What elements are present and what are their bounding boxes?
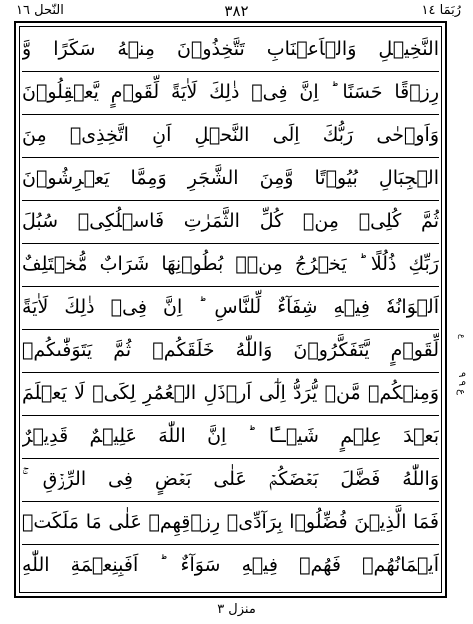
text-line: وَمِنۡكُمۡ مَّنۡ يُّرَدُّ اِلٰٓى اَرۡذَلِ الۡعُمُرِ لِكَىۡ لَا يَعۡلَمَ: [22, 382, 439, 404]
text-line: فَمَا الَّذِيۡنَ فُضِّلُوۡا بِرَآدِّىۡ رِزۡقِهِمۡ عَلٰى مَا مَلَكَتۡ: [22, 511, 439, 533]
text-line: لِّقَوۡمٍ يَّتَفَكَّرُوۡنَ وَاللّٰهُ خَلَقَكُمۡ ثُمَّ يَتَوَفّٰٮكُمۡ: [22, 339, 439, 361]
text-line: وَاَوۡحٰى رَبُّكَ اِلَى النَّحۡلِ اَنِ اتَّخِذِىۡ مِنَ: [22, 124, 439, 146]
text-line: وَاللّٰهُ فَضَّلَ بَعۡضَكُمۡ عَلٰى بَعۡضٍ فِى الرِّزۡقِ ۚ: [22, 468, 439, 490]
manzil-footer: منزل ٣: [217, 602, 256, 617]
juz-name-header: رُبَمَا ١٤: [421, 3, 461, 18]
text-line: اَيۡمَانُهُمۡ فَهُمۡ فِيۡهِ سَوَآءٌ ؕ اَفَبِنِعۡمَةِ اللّٰهِ: [22, 554, 439, 576]
text-line: النَّخِيۡلِ وَالۡاَعۡنَابِ تَتَّخِذُوۡنَ مِنۡهُ سَكَرًا وَّ: [22, 38, 439, 60]
text-block: [22, 29, 439, 590]
text-line: ثُمَّ كُلِىۡ مِنۡ كُلِّ الثَّمَرٰتِ فَاسۡلُكِىۡ سُبُلَ: [22, 210, 439, 232]
text-line: رِزۡقًا حَسَنًا ؕ اِنَّ فِىۡ ذٰلِكَ لَاٰيَةً لِّقَوۡمٍ يَّعۡقِلُوۡنَ: [22, 81, 439, 103]
surah-name-header: النّحل ١٦: [16, 3, 64, 18]
margin-mark: ع: [458, 334, 467, 339]
ruku-margin-note: ع ٩ ٩: [456, 372, 467, 396]
text-line: بَعۡدَ عِلۡمٍ شَيۡــًٔا ؕ اِنَّ اللّٰهَ عَلِيۡمٌ قَدِيۡرٌ: [22, 425, 439, 447]
text-line: رَبِّكِ ذُلُلًا ؕ يَخۡرُجُ مِنۡۢ بُطُوۡنِهَا شَرَابٌ مُّخۡتَلِفٌ: [22, 253, 439, 275]
text-line: اَلۡوَانُهٗ فِيۡهِ شِفَآءٌ لِّلنَّاسِ ؕ اِنَّ فِىۡ ذٰلِكَ لَاٰيَةً: [22, 296, 439, 318]
page-number: ٣٨٢: [224, 2, 249, 20]
text-line: الۡجِبَالِ بُيُوۡتًا وَّمِنَ الشَّجَرِ وَمِمَّا يَعۡرِشُوۡنَ: [22, 167, 439, 189]
